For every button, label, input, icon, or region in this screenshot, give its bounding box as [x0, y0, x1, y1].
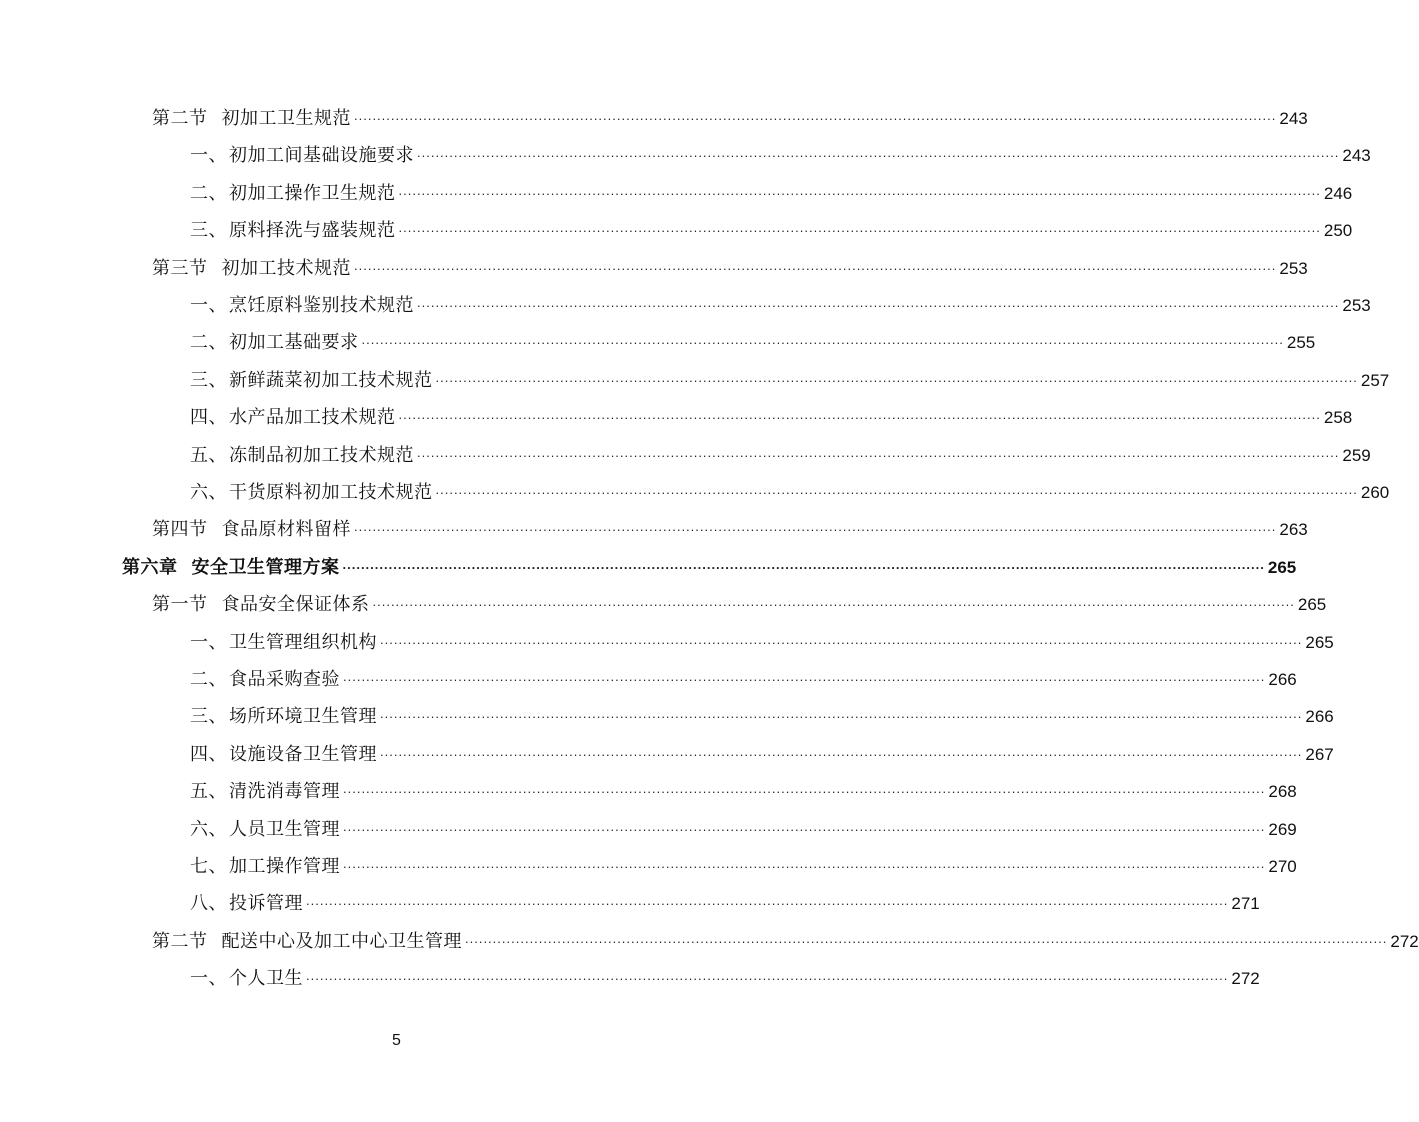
- toc-entry-page: 272: [1390, 931, 1419, 951]
- toc-entry-chapter[interactable]: [122, 549, 1297, 579]
- toc-entry-number: 二、: [190, 669, 227, 690]
- toc-entry-title: [190, 482, 433, 504]
- toc-entry-title: [190, 632, 377, 654]
- toc-entry-title: [190, 669, 340, 691]
- toc-entry-page: 263: [1279, 520, 1308, 540]
- toc-entry-item[interactable]: [190, 960, 1260, 990]
- toc-entry-section[interactable]: [152, 250, 1308, 280]
- toc-entry-title: [190, 968, 303, 990]
- toc-entry-title: [190, 370, 433, 392]
- dot-leader: ........................................................................................................................................................................................................: [306, 893, 1229, 909]
- dot-leader: ........................................................................................................................................................................................................: [435, 369, 1358, 385]
- toc-entry-section[interactable]: [152, 511, 1308, 541]
- toc-entry-page: 260: [1360, 483, 1390, 502]
- toc-entry-page: 266: [1268, 670, 1297, 689]
- dot-leader: ........................................................................................................................................................................................................: [398, 220, 1321, 236]
- toc-entry-item[interactable]: [190, 362, 1390, 392]
- toc-entry-number: 六、: [190, 818, 227, 840]
- toc-entry-title: [190, 145, 414, 167]
- toc-entry-item[interactable]: [190, 736, 1334, 766]
- toc-entry-item[interactable]: [190, 885, 1260, 915]
- toc-entry-title: [190, 220, 396, 242]
- toc-entry-title: [190, 819, 340, 841]
- dot-leader: ........................................................................................................................................................................................................: [417, 444, 1340, 460]
- toc-entry-number: 八、: [190, 893, 227, 915]
- toc-entry-item[interactable]: [190, 698, 1334, 728]
- toc-entry-number: 第一节: [152, 594, 208, 616]
- toc-entry-number: 一、: [190, 295, 227, 316]
- toc-entry-page: 258: [1323, 408, 1353, 428]
- toc-entry-number: 第二节: [152, 930, 208, 952]
- toc-entry-title: [190, 332, 359, 354]
- dot-leader: ........................................................................................................................................................................................................: [354, 108, 1277, 123]
- toc-entry-text: 初加工操作卫生规范: [229, 182, 396, 204]
- toc-entry-page: 246: [1323, 183, 1353, 203]
- dot-leader: ........................................................................................................................................................................................................: [354, 519, 1277, 535]
- toc-entry-page: 253: [1342, 296, 1371, 315]
- toc-entry-section[interactable]: [152, 100, 1308, 130]
- toc-entry-text: 食品采购查验: [229, 669, 340, 690]
- toc-entry-page: 267: [1305, 744, 1334, 764]
- toc-entry-title: [122, 557, 340, 579]
- toc-entry-title: [152, 258, 351, 280]
- toc-entry-item[interactable]: [190, 287, 1371, 317]
- dot-leader: ........................................................................................................................................................................................................: [343, 856, 1266, 871]
- toc-entry-text: 食品安全保证体系: [221, 594, 370, 616]
- toc-entry-title: [152, 931, 462, 953]
- toc-entry-item[interactable]: [190, 474, 1390, 504]
- dot-leader: ........................................................................................................................................................................................................: [354, 257, 1277, 273]
- dot-leader: ........................................................................................................................................................................................................: [306, 968, 1229, 984]
- toc-entry-page: 259: [1342, 445, 1371, 465]
- dot-leader: ........................................................................................................................................................................................................: [343, 669, 1266, 684]
- toc-entry-text: 设施设备卫生管理: [229, 743, 377, 765]
- toc-entry-text: 安全卫生管理方案: [191, 556, 340, 578]
- toc-entry-number: 三、: [190, 369, 227, 391]
- toc-entry-number: 五、: [190, 781, 227, 803]
- toc-entry-page: 265: [1305, 632, 1334, 652]
- toc-entry-title: [190, 183, 396, 205]
- toc-entry-text: 配送中心及加工中心卫生管理: [221, 930, 462, 952]
- toc-entry-item[interactable]: [190, 324, 1316, 354]
- toc-entry-title: [190, 893, 303, 915]
- toc-entry-number: 一、: [190, 968, 227, 990]
- toc-entry-page: 269: [1268, 819, 1297, 839]
- toc-entry-page: 255: [1286, 333, 1316, 353]
- toc-entry-number: 二、: [190, 332, 227, 354]
- toc-entry-title: [190, 445, 414, 467]
- dot-leader: ........................................................................................................................................................................................................: [380, 743, 1303, 759]
- dot-leader: ........................................................................................................................................................................................................: [435, 482, 1358, 497]
- dot-leader: ........................................................................................................................................................................................................: [343, 781, 1266, 797]
- toc-entry-text: 原料择洗与盛装规范: [229, 220, 396, 242]
- toc-entry-page: 243: [1279, 109, 1308, 128]
- toc-entry-title: [190, 781, 340, 803]
- toc-entry-text: 个人卫生: [229, 968, 303, 990]
- toc-entry-page: 271: [1231, 894, 1260, 914]
- toc-entry-text: 初加工卫生规范: [221, 108, 351, 129]
- dot-leader: ........................................................................................................................................................................................................: [380, 706, 1303, 722]
- toc-entry-title: [190, 856, 340, 878]
- toc-entry-number: 六、: [190, 482, 227, 503]
- toc-entry-number: 第二节: [152, 108, 208, 129]
- toc-entry-title: [190, 295, 414, 317]
- toc-entry-title: [152, 594, 370, 616]
- toc-entry-number: 第六章: [122, 556, 178, 578]
- toc-entry-item[interactable]: [190, 661, 1297, 691]
- toc-entry-item[interactable]: [190, 437, 1371, 467]
- toc-entry-title: [190, 744, 377, 766]
- toc-entry-page: 265: [1267, 557, 1297, 577]
- dot-leader: ........................................................................................................................................................................................................: [372, 594, 1295, 610]
- dot-leader: ........................................................................................................................................................................................................: [342, 556, 1265, 572]
- toc-entry-item[interactable]: [190, 811, 1297, 841]
- toc-entry-page: 243: [1342, 146, 1371, 166]
- toc-entry-text: 初加工技术规范: [221, 257, 351, 279]
- dot-leader: ........................................................................................................................................................................................................: [398, 182, 1321, 198]
- toc-entry-text: 人员卫生管理: [229, 818, 340, 840]
- toc-entry-item[interactable]: [190, 137, 1371, 167]
- toc-entry-number: 一、: [190, 145, 227, 167]
- toc-entry-title: [152, 108, 351, 130]
- toc-entry-number: 一、: [190, 631, 227, 653]
- toc-entry-text: 清洗消毒管理: [229, 781, 340, 803]
- toc-entry-number: 三、: [190, 220, 227, 242]
- toc-entry-number: 第三节: [152, 257, 208, 279]
- toc-entry-page: 257: [1360, 370, 1390, 390]
- toc-entry-text: 场所环境卫生管理: [229, 706, 377, 728]
- dot-leader: ........................................................................................................................................................................................................: [465, 930, 1388, 946]
- toc-entry-number: 三、: [190, 706, 227, 728]
- dot-leader: ........................................................................................................................................................................................................: [398, 407, 1321, 423]
- toc-entry-page: 268: [1268, 782, 1297, 802]
- toc-entry-number: 五、: [190, 444, 227, 466]
- page-number: 5: [392, 1032, 401, 1049]
- toc-entry-text: 初加工间基础设施要求: [229, 145, 414, 167]
- toc-entry-text: 初加工基础要求: [229, 332, 359, 354]
- dot-leader: ........................................................................................................................................................................................................: [380, 631, 1303, 647]
- toc-entry-page: 253: [1279, 258, 1308, 278]
- toc-entry-number: 二、: [190, 182, 227, 204]
- toc-entry-item[interactable]: [190, 773, 1297, 803]
- toc-entry-item[interactable]: [190, 624, 1334, 654]
- toc-entry-text: 新鲜蔬菜初加工技术规范: [229, 369, 433, 391]
- toc-entry-text: 食品原材料留样: [221, 519, 351, 541]
- toc-entry-page: 250: [1323, 221, 1353, 241]
- toc-entry-item[interactable]: [190, 175, 1353, 205]
- toc-entry-text: 水产品加工技术规范: [229, 407, 396, 429]
- toc-entry-text: 冻制品初加工技术规范: [229, 444, 414, 466]
- toc-entry-title: [190, 706, 377, 728]
- toc-entry-section[interactable]: [152, 586, 1327, 616]
- toc-entry-page: 270: [1268, 857, 1297, 876]
- toc-entry-number: 第四节: [152, 519, 208, 541]
- toc-entry-number: 四、: [190, 407, 227, 429]
- toc-entry-text: 干货原料初加工技术规范: [229, 482, 433, 503]
- toc-entry-item[interactable]: [190, 399, 1353, 429]
- toc-entry-text: 投诉管理: [229, 893, 303, 915]
- dot-leader: ........................................................................................................................................................................................................: [343, 818, 1266, 834]
- dot-leader: ........................................................................................................................................................................................................: [417, 295, 1340, 310]
- toc-entry-item[interactable]: [190, 848, 1297, 878]
- toc-entry-text: 卫生管理组织机构: [229, 631, 377, 653]
- toc-entry-page: 265: [1297, 595, 1327, 615]
- toc-entry-title: [152, 519, 351, 541]
- toc-entry-section[interactable]: [152, 923, 1419, 953]
- toc-entry-number: 七、: [190, 856, 227, 877]
- dot-leader: ........................................................................................................................................................................................................: [361, 332, 1284, 348]
- toc-entry-item[interactable]: [190, 212, 1353, 242]
- toc-entry-number: 四、: [190, 743, 227, 765]
- dot-leader: ........................................................................................................................................................................................................: [417, 145, 1340, 161]
- toc-entry-page: 266: [1305, 707, 1334, 727]
- toc-entry-text: 烹饪原料鉴别技术规范: [229, 295, 414, 316]
- toc-entry-title: [190, 407, 396, 429]
- toc-entry-page: 272: [1231, 969, 1260, 989]
- toc-entry-text: 加工操作管理: [229, 856, 340, 877]
